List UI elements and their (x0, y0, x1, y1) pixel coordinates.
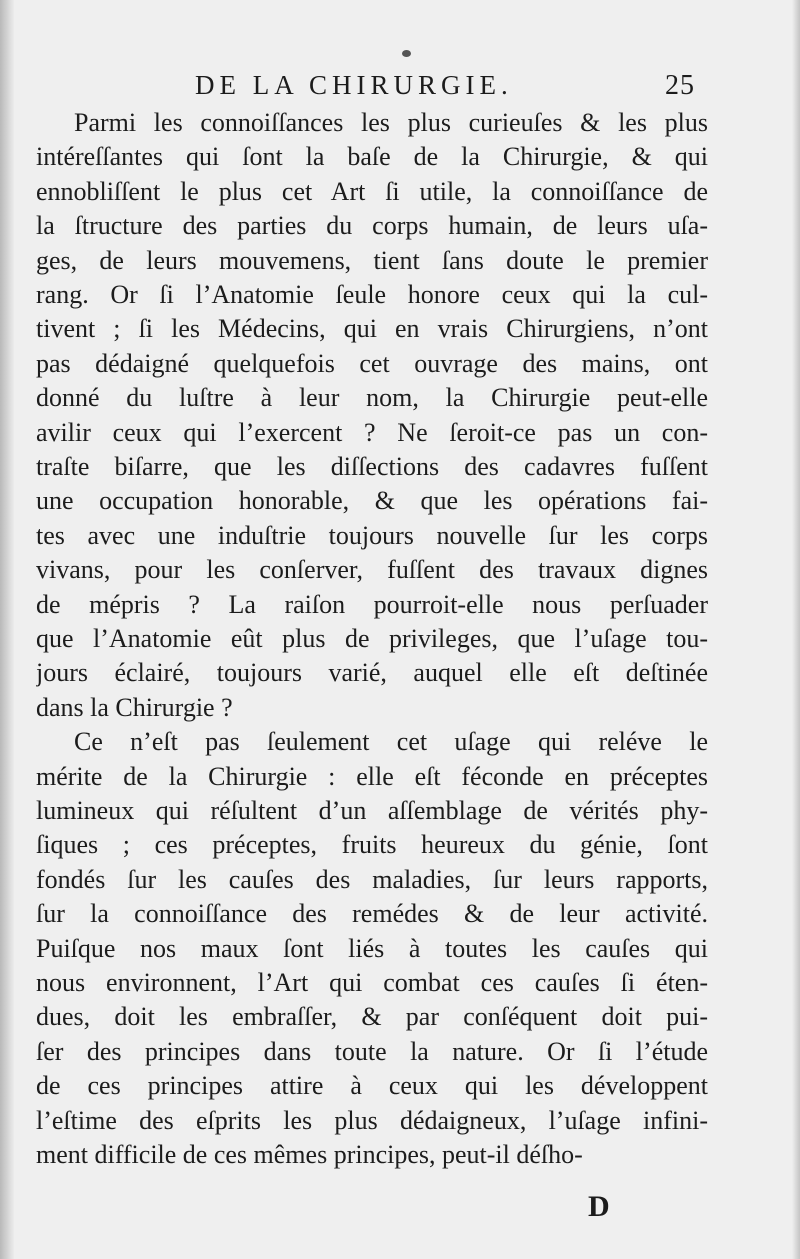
text-line: vivans, pour les conſerver, fuſſent des travaux dignes (36, 555, 708, 585)
running-title: DE LA CHIRURGIE. (195, 70, 513, 100)
gutter-shadow (0, 0, 14, 1259)
text-line: nous environnent, l’Art qui combat ces cauſes ſi éten- (36, 968, 708, 997)
text-line: de ces principes attire à ceux qui les développent (36, 1071, 708, 1101)
text-line: mérite de la Chirurgie : elle eſt féconde en préceptes (36, 761, 708, 791)
page-edge (792, 0, 800, 1259)
text-line: rang. Or ſi l’Anatomie ſeule honore ceux qui la cul- (36, 280, 708, 309)
text-line: Ce n’eſt pas ſeulement cet uſage qui reléve le (74, 727, 708, 757)
text-line: tes avec une induſtrie toujours nouvelle ſur les corps (36, 520, 708, 550)
text-line: Puiſque nos maux ſont liés à toutes les cauſes qui (36, 933, 708, 963)
text-line: ſer des principes dans toute la nature. Or ſi l’étude (36, 1036, 708, 1066)
text-line: la ſtructure des parties du corps humain, de leurs uſa- (36, 211, 708, 241)
text-line: dans la Chirurgie ? (36, 692, 233, 722)
text-line: ſur la connoiſſance des remédes & de leur activité. (36, 899, 708, 929)
text-line: fondés ſur les cauſes des maladies, ſur leurs rapports, (36, 864, 708, 894)
running-head (195, 70, 695, 110)
text-line: traſte biſarre, que les diſſections des cadavres fuſſent (36, 452, 708, 481)
text-line: donné du luſtre à leur nom, la Chirurgie peut-elle (36, 383, 708, 413)
text-line: tivent ; ſi les Médecins, qui en vrais Chirurgiens, n’ont (36, 314, 708, 344)
text-line: ment difficile de ces mêmes principes, peut-il déſho- (36, 1140, 583, 1169)
text-line: Parmi les connoiſſances les plus curieuſes & les plus (74, 108, 708, 137)
text-line: intéreſſantes qui ſont la baſe de la Chirurgie, & qui (36, 142, 708, 172)
text-line: ennobliſſent le plus cet Art ſi utile, la connoiſſance de (36, 176, 708, 206)
text-line: l’eſtime des eſprits les plus dédaigneux, l’uſage infini- (36, 1105, 708, 1135)
text-line: de mépris ? La raiſon pourroit-elle nous perſuader (36, 589, 708, 619)
text-line: dues, doit les embraſſer, & par conſéquent doit pui- (36, 1002, 708, 1032)
signature-mark: D (588, 1190, 610, 1223)
text-line: que l’Anatomie eût plus de privileges, que l’uſage tou- (36, 624, 708, 653)
text-line: pas dédaigné quelquefois cet ouvrage des mains, ont (36, 348, 708, 378)
text-line: lumineux qui réſultent d’un aſſemblage de vérités phy- (36, 796, 708, 825)
text-line: une occupation honorable, & que les opérations fai- (36, 486, 708, 516)
text-line: jours éclairé, toujours varié, auquel elle eſt deſtinée (36, 658, 708, 688)
text-line: ſiques ; ces préceptes, fruits heureux du génie, ſont (36, 830, 708, 860)
text-line: ges, de leurs mouvemens, tient ſans doute le premier (36, 245, 708, 275)
page-number: 25 (665, 70, 695, 101)
ink-speck (402, 50, 411, 57)
text-line: avilir ceux qui l’exercent ? Ne ſeroit-ce pas un con- (36, 417, 708, 447)
